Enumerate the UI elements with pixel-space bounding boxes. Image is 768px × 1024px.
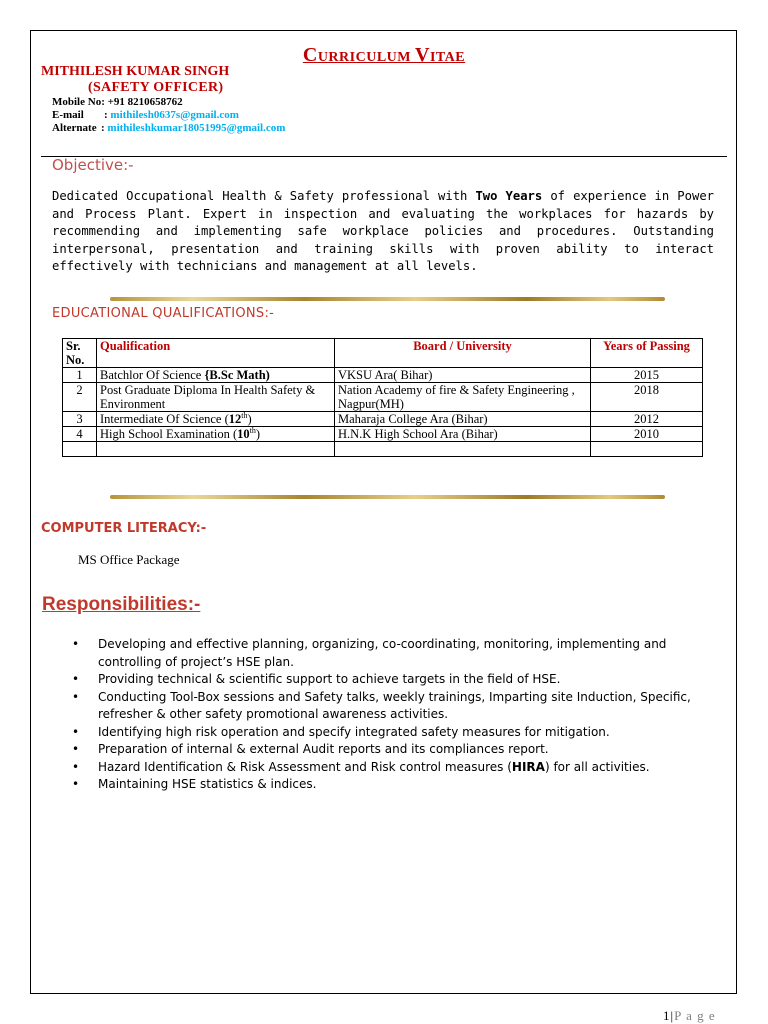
qualification-text: Batchlor Of Science <box>100 368 205 382</box>
page-border <box>30 30 737 994</box>
list-item-text-end: ) for all activities. <box>544 759 650 774</box>
header-qualification: Qualification <box>97 339 335 368</box>
list-item <box>72 671 722 689</box>
table-row <box>63 383 703 412</box>
bullet-icon: • <box>72 724 80 739</box>
qualification-close: ) <box>255 427 261 441</box>
objective-text-bold: Two Years <box>475 189 543 203</box>
cell-board: Maharaja College Ara (Bihar) <box>335 412 591 427</box>
cell-empty <box>63 442 97 457</box>
responsibilities-list <box>72 636 722 794</box>
table-row-empty <box>63 442 703 457</box>
email-line <box>52 109 239 122</box>
qualification-bold: 10 <box>237 427 250 441</box>
bullet-icon: • <box>72 672 80 686</box>
page-number: 1 <box>663 1008 671 1023</box>
decorative-rule <box>110 495 665 499</box>
cell-sr: 3 <box>63 412 97 427</box>
alternate-label: Alternate <box>52 122 97 134</box>
list-item-text: Identifying high risk operation and specify integrated safety measures for mitigation. <box>98 724 610 739</box>
cell-sr: 4 <box>63 427 97 442</box>
computer-heading: COMPUTER LITERACY:- <box>41 521 207 536</box>
list-item <box>72 636 722 671</box>
cell-qualification <box>97 412 335 427</box>
header-board: Board / University <box>335 339 591 368</box>
list-item-bold: HIRA <box>511 759 545 774</box>
header-years: Years of Passing <box>591 339 703 368</box>
bullet-icon: • <box>72 689 80 704</box>
cell-sr: 2 <box>63 383 97 412</box>
list-item-text: Providing technical & scientific support to achieve targets in the field of HSE. <box>98 672 561 686</box>
qualification-sup: th <box>241 410 248 420</box>
cell-board: VKSU Ara( Bihar) <box>335 368 591 383</box>
bullet-icon: • <box>72 759 80 774</box>
mobile-label: Mobile No: <box>52 96 105 108</box>
cell-board: Nation Academy of fire & Safety Engineering , Nagpur(MH) <box>335 383 591 412</box>
cell-year: 2010 <box>591 427 703 442</box>
list-item <box>72 689 722 724</box>
bullet-icon: • <box>72 742 80 756</box>
alternate-separator: : <box>101 122 105 134</box>
list-item <box>72 741 722 759</box>
cell-qualification <box>97 427 335 442</box>
cell-empty <box>591 442 703 457</box>
candidate-name: MITHILESH KUMAR SINGH <box>41 64 230 79</box>
list-item-text: Developing and effective planning, organizing, co-coordinating, monitoring, implementing and controlling of project’s HSE plan. <box>98 637 667 669</box>
table-row <box>63 368 703 383</box>
cell-sr: 1 <box>63 368 97 383</box>
qualification-sup: th <box>249 425 256 435</box>
cell-empty <box>335 442 591 457</box>
cv-title-part: C <box>302 44 318 66</box>
list-item <box>72 724 722 742</box>
list-item-text: Maintaining HSE statistics & indices. <box>98 777 317 791</box>
qualification-bold: 12 <box>228 412 242 426</box>
list-item-text: Preparation of internal & external Audit reports and its compliances report. <box>98 742 549 756</box>
computer-text: MS Office Package <box>78 552 180 567</box>
objective-text <box>52 188 714 276</box>
decorative-rule <box>110 297 665 301</box>
cv-title-part: URRICULUM <box>317 50 415 65</box>
qualification-text: Intermediate Of Science ( <box>100 412 229 426</box>
email-label: E-mail <box>52 109 84 121</box>
header-sr-no: Sr. No. <box>63 339 97 368</box>
header-divider <box>41 156 727 157</box>
qualification-bold: {B.Sc Math) <box>204 368 270 382</box>
cell-year: 2012 <box>591 412 703 427</box>
cv-title-part: V <box>414 44 430 66</box>
qualification-text: High School Examination ( <box>100 427 238 441</box>
objective-heading: Objective:- <box>52 156 134 174</box>
table-row <box>63 427 703 442</box>
cell-board: H.N.K High School Ara (Bihar) <box>335 427 591 442</box>
candidate-role: (SAFETY OFFICER) <box>88 80 224 95</box>
page-footer <box>663 1008 716 1024</box>
bullet-icon: • <box>72 777 80 791</box>
list-item-text: Hazard Identification & Risk Assessment and Risk control measures ( <box>98 759 512 774</box>
cell-empty <box>97 442 335 457</box>
page-separator: | <box>670 1008 675 1023</box>
cell-qualification <box>97 368 335 383</box>
objective-text-a: Dedicated Occupational Health & Safety professional with <box>52 189 476 203</box>
education-heading: EDUCATIONAL QUALIFICATIONS:- <box>52 306 275 321</box>
table-header-row <box>63 339 703 368</box>
table-row <box>63 412 703 427</box>
alternate-email-value[interactable]: mithileshkumar18051995@gmail.com <box>107 122 286 134</box>
education-table <box>62 338 703 457</box>
qualification-close: ) <box>247 412 252 426</box>
cell-year: 2018 <box>591 383 703 412</box>
email-separator: : <box>104 109 108 121</box>
list-item <box>72 759 722 777</box>
mobile-line <box>52 96 183 109</box>
list-item <box>72 776 722 794</box>
bullet-icon: • <box>72 637 80 651</box>
objective-text-b: of experience in Power and Process Plant. Expert in inspection and evaluating the workplaces for hazards by recommending and implementing safe workplace policies and procedures. Outstanding interpersonal, presentation and training skills with proven ability to interact effectively with technicians and management at all levels. <box>52 189 714 273</box>
page-word: P a g e <box>674 1008 716 1023</box>
email-value[interactable]: mithilesh0637s@gmail.com <box>110 109 239 121</box>
cell-year: 2015 <box>591 368 703 383</box>
list-item-text: Conducting Tool-Box sessions and Safety talks, weekly trainings, Imparting site Induction, Specific, refresher & other safety promotional awareness activities. <box>98 689 691 721</box>
alternate-email-line <box>52 122 285 135</box>
cell-qualification: Post Graduate Diploma In Health Safety & Environment <box>97 383 335 412</box>
responsibilities-heading: Responsibilities:- <box>42 594 201 615</box>
mobile-value: +91 8210658762 <box>107 96 183 108</box>
cv-title-part: ITAE <box>429 50 466 65</box>
